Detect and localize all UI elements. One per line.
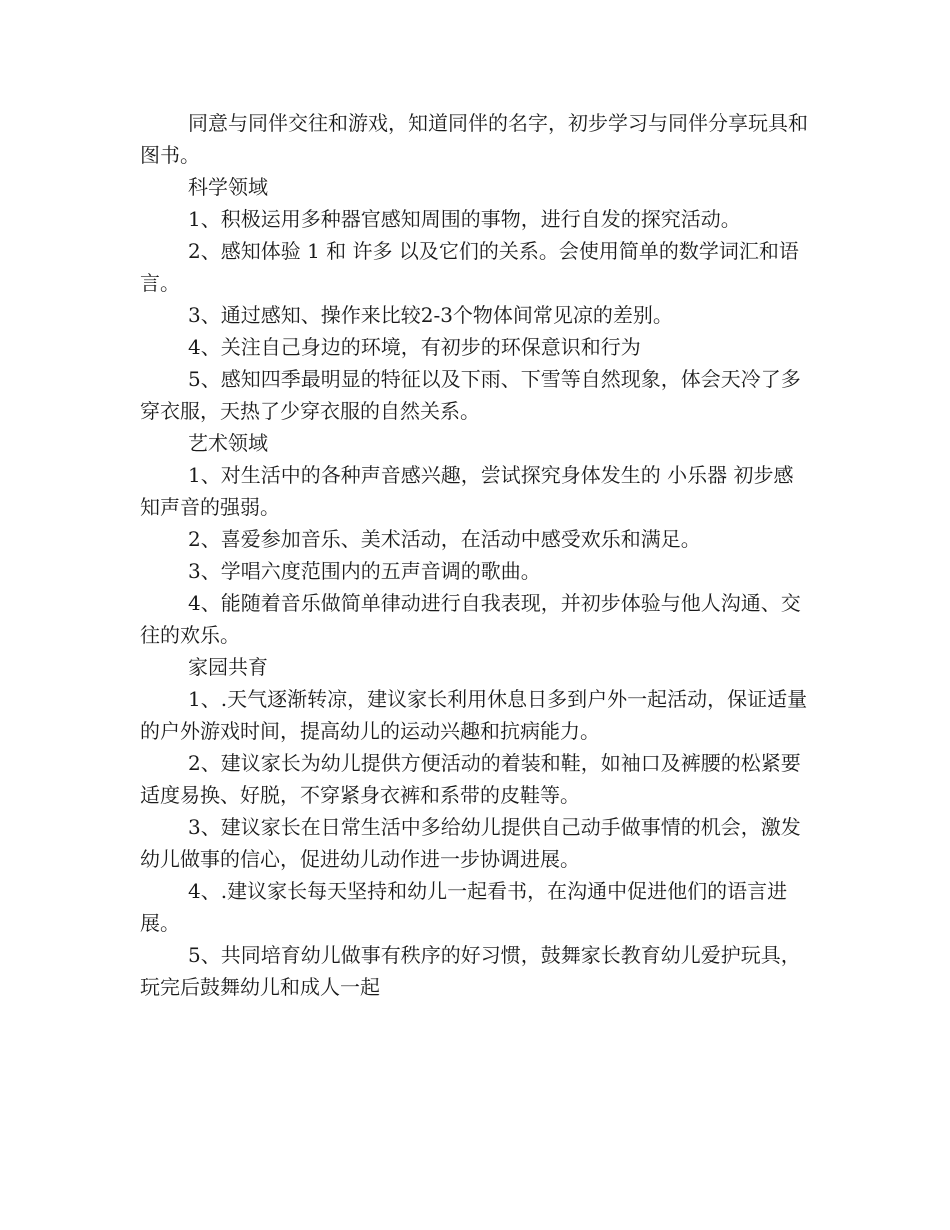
paragraph-science-5: 5、感知四季最明显的特征以及下雨、下雪等自然现象，体会天冷了多穿衣服，天热了少穿衣服的自然关系。 — [140, 367, 801, 423]
paragraph-home-2: 2、建议家长为幼儿提供方便活动的着装和鞋，如袖口及裤腰的松紧要适度易换、好脱，不穿紧身衣裤和系带的皮鞋等。 — [140, 751, 801, 807]
paragraph-intro: 同意与同伴交往和游戏，知道同伴的名字，初步学习与同伴分享玩具和图书。 — [140, 111, 808, 167]
document-body — [140, 107, 812, 1003]
paragraph-art-1: 1、对生活中的各种声音感兴趣，尝试探究身体发生的 小乐器 初步感知声音的强弱。 — [140, 463, 794, 519]
paragraph-home-4: 4、.建议家长每天坚持和幼儿一起看书，在沟通中促进他们的语言进展。 — [140, 879, 788, 935]
paragraph-art-3: 3、学唱六度范围内的五声音调的歌曲。 — [188, 559, 541, 583]
paragraph-science-4: 4、关注自己身边的环境，有初步的环保意识和行为 — [188, 335, 641, 359]
paragraph-science-1: 1、积极运用多种器官感知周围的事物，进行自发的探究活动。 — [188, 207, 741, 231]
paragraph-art-2: 2、喜爱参加音乐、美术活动，在活动中感受欢乐和满足。 — [188, 527, 701, 551]
section-heading-art: 艺术领域 — [188, 431, 268, 455]
paragraph-home-5: 5、共同培育幼儿做事有秩序的好习惯，鼓舞家长教育幼儿爱护玩具，玩完后鼓舞幼儿和成人一起 — [140, 943, 801, 999]
paragraph-home-1: 1、.天气逐渐转凉，建议家长利用休息日多到户外一起活动，保证适量的户外游戏时间，提高幼儿的运动兴趣和抗病能力。 — [140, 687, 808, 743]
paragraph-art-4: 4、能随着音乐做简单律动进行自我表现，并初步体验与他人沟通、交往的欢乐。 — [140, 591, 801, 647]
paragraph-home-3: 3、建议家长在日常生活中多给幼儿提供自己动手做事情的机会，激发幼儿做事的信心，促进幼儿动作进一步协调进展。 — [140, 815, 801, 871]
paragraph-science-2: 2、感知体验 1 和 许多 以及它们的关系。会使用简单的数学词汇和语言。 — [140, 239, 799, 295]
paragraph-science-3: 3、通过感知、操作来比较2-3个物体间常见凉的差别。 — [188, 303, 673, 327]
section-heading-home-school: 家园共育 — [188, 655, 268, 679]
section-heading-science: 科学领域 — [188, 175, 268, 199]
